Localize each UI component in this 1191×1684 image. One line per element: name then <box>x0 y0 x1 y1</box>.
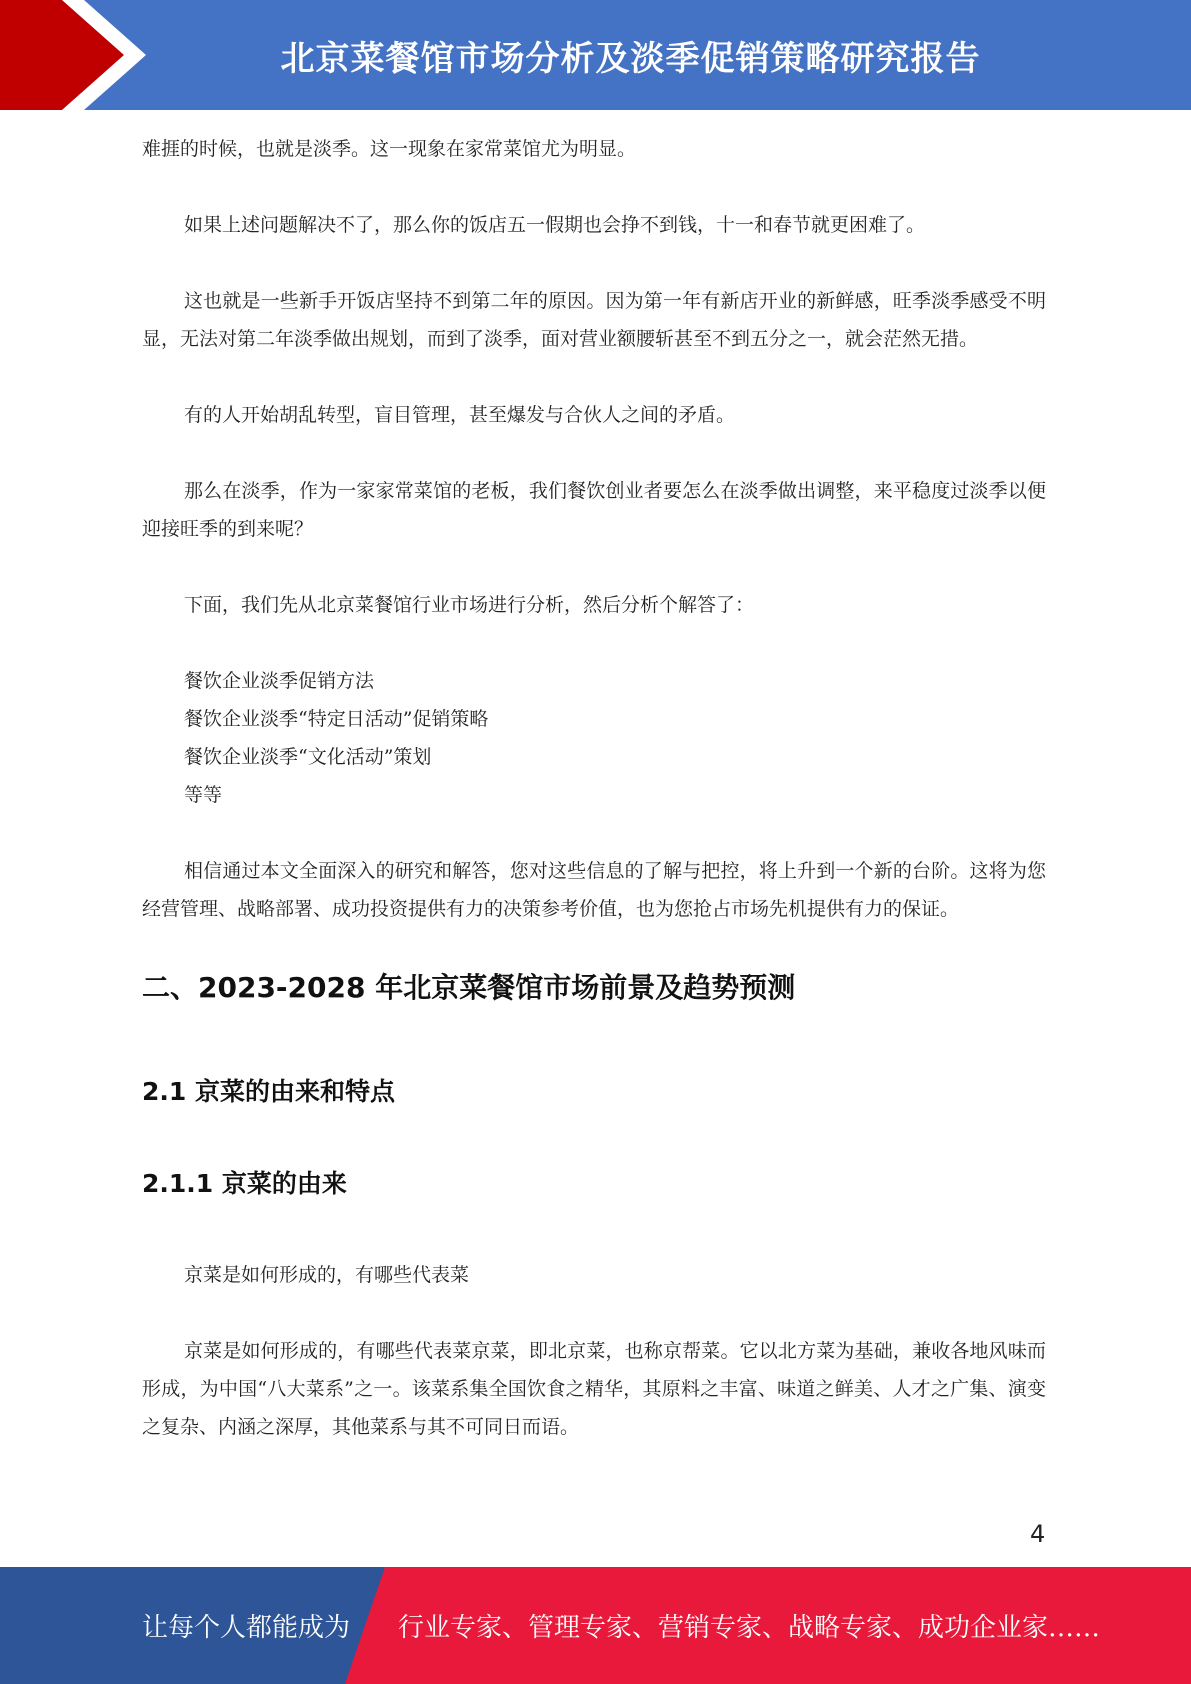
document-body <box>142 130 1046 1484</box>
list-item: 餐饮企业淡季促销方法 <box>184 670 375 692</box>
paragraph-1: 难捱的时候，也就是淡季。这一现象在家常菜馆尤为明显。 <box>142 138 637 160</box>
paragraph-3: 这也就是一些新手开饭店坚持不到第二年的原因。因为第一年有新店开业的新鲜感，旺季淡季感受不明显，无法对第二年淡季做出规划，而到了淡季，面对营业额腰斩甚至不到五分之一，就会茫然无措。 <box>142 290 1046 350</box>
paragraph-6: 下面，我们先从北京菜餐馆行业市场进行分析，然后分析个解答了： <box>184 594 755 616</box>
page-header <box>0 0 1191 110</box>
paragraph-4: 有的人开始胡乱转型，盲目管理，甚至爆发与合伙人之间的矛盾。 <box>184 404 736 426</box>
header-arrow-decoration <box>0 0 160 110</box>
section-heading: 二、2023-2028 年北京菜餐馆市场前景及趋势预测 <box>142 971 796 1004</box>
list-item: 等等 <box>184 784 223 806</box>
subsection-heading: 2.1 京菜的由来和特点 <box>142 1077 395 1106</box>
list-item: 餐饮企业淡季“特定日活动”促销策略 <box>184 708 489 730</box>
list-item: 餐饮企业淡季“文化活动”策划 <box>184 746 432 768</box>
footer-slogan-left: 让每个人都能成为 <box>142 1613 351 1643</box>
report-title: 北京菜餐馆市场分析及淡季促销策略研究报告 <box>280 38 981 79</box>
subsubsection-heading: 2.1.1 京菜的由来 <box>142 1169 347 1198</box>
paragraph-7: 相信通过本文全面深入的研究和解答，您对这些信息的了解与把控，将上升到一个新的台阶。这将为您经营管理、战略部署、成功投资提供有力的决策参考价值，也为您抢占市场先机提供有力的保证。 <box>142 860 1046 920</box>
footer-slogan-right: 行业专家、管理专家、营销专家、战略专家、成功企业家…… <box>398 1613 1101 1643</box>
paragraph-8: 京菜是如何形成的，有哪些代表菜 <box>184 1264 470 1286</box>
paragraph-2: 如果上述问题解决不了，那么你的饭店五一假期也会挣不到钱，十一和春节就更困难了。 <box>184 214 926 236</box>
page-footer <box>0 1567 1191 1684</box>
page-number: 4 <box>1030 1520 1046 1548</box>
paragraph-5: 那么在淡季，作为一家家常菜馆的老板，我们餐饮创业者要怎么在淡季做出调整，来平稳度过淡季以便迎接旺季的到来呢？ <box>142 480 1046 540</box>
topic-list <box>142 662 1046 814</box>
paragraph-9: 京菜是如何形成的，有哪些代表菜京菜，即北京菜，也称京帮菜。它以北方菜为基础，兼收各地风味而形成，为中国“八大菜系”之一。该菜系集全国饮食之精华，其原料之丰富、味道之鲜美、人才之广集、演变之复杂、内涵之深厚，其他菜系与其不可同日而语。 <box>142 1340 1046 1438</box>
